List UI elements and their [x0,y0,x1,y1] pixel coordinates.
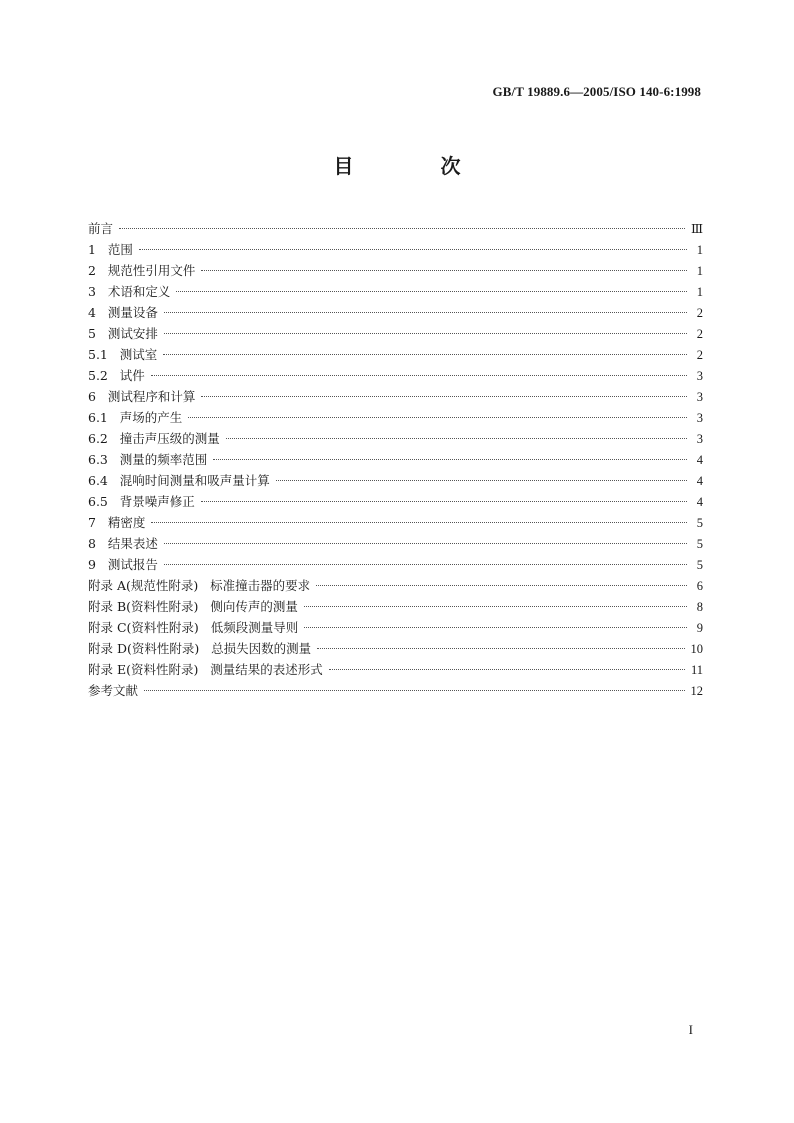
dot-leader [176,291,687,292]
toc-entry[interactable] [88,575,703,596]
toc-entry[interactable] [88,596,703,617]
dot-leader [164,564,687,565]
toc-entry[interactable] [88,491,703,512]
toc-entry[interactable] [88,680,703,701]
dot-leader [304,606,687,607]
dot-leader [164,543,687,544]
dot-leader [201,270,687,271]
toc-entry[interactable] [88,323,703,344]
dot-leader [144,690,684,691]
toc-entry-page: 1 [696,264,703,278]
toc-entry-page: 2 [696,327,703,341]
dot-leader [119,228,685,229]
toc-entry-label: 4 测量设备 [88,305,158,320]
toc-entry-label: 6 测试程序和计算 [88,389,196,404]
dot-leader [276,480,687,481]
toc-entry-page: 3 [696,390,703,404]
toc-entry[interactable] [88,260,703,281]
dot-leader [201,396,687,397]
toc-entry-label: 附录 E(资料性附录) 测量结果的表述形式 [88,662,323,677]
dot-leader [164,312,687,313]
dot-leader [226,438,687,439]
toc-entry[interactable] [88,533,703,554]
toc-entry-page: 3 [696,432,703,446]
dot-leader [329,669,685,670]
toc-entry-page: 10 [690,642,703,656]
dot-leader [164,333,687,334]
dot-leader [317,648,684,649]
toc-entry[interactable] [88,386,703,407]
toc-entry-label: 前言 [88,221,114,236]
toc-entry-label: 6.5 背景噪声修正 [88,494,195,509]
toc-entry-page: 8 [696,600,703,614]
page-number: I [688,1022,693,1037]
toc-entry[interactable] [88,302,703,323]
toc-entry[interactable] [88,659,703,680]
toc-entry-page: 1 [696,243,703,257]
dot-leader [151,522,687,523]
toc-entry-label: 6.3 测量的频率范围 [88,452,208,467]
dot-leader [188,417,687,418]
toc-entry-page: 2 [696,306,703,320]
dot-leader [151,375,687,376]
toc-entry-label: 5 测试安排 [88,326,158,341]
toc-entry-label: 附录 C(资料性附录) 低频段测量导则 [88,620,299,635]
toc-entry-page: 4 [696,453,703,467]
toc-entry[interactable] [88,218,703,239]
toc-entry[interactable] [88,428,703,449]
toc-entry[interactable] [88,281,703,302]
toc-entry-label: 5.2 试件 [88,368,145,383]
toc-entry-label: 3 术语和定义 [88,284,171,299]
toc-entry-label: 6.2 撞击声压级的测量 [88,431,220,446]
dot-leader [316,585,687,586]
page-title: 目 次 [333,154,501,178]
toc-entry[interactable] [88,554,703,575]
toc-entry-label: 附录 B(资料性附录) 侧向传声的测量 [88,599,298,614]
toc-entry[interactable] [88,239,703,260]
toc-entry-page: 11 [690,663,703,677]
toc-entry-page: 6 [696,579,703,593]
toc-entry-page: 5 [696,537,703,551]
toc-entry[interactable] [88,470,703,491]
toc-entry[interactable] [88,365,703,386]
toc-entry-label: 附录 A(规范性附录) 标准撞击器的要求 [88,578,311,593]
toc-entry-label: 6.4 混响时间测量和吸声量计算 [88,473,270,488]
toc-entry-page: 3 [696,369,703,383]
dot-leader [304,627,687,628]
toc-entry-label: 8 结果表述 [88,536,158,551]
toc-entry-page: 5 [696,558,703,572]
toc-entry-label: 5.1 测试室 [88,347,158,362]
toc-entry-label: 7 精密度 [88,515,146,530]
toc-entry[interactable] [88,344,703,365]
toc-entry[interactable] [88,617,703,638]
toc-entry-page: 1 [696,285,703,299]
toc-entry-label: 6.1 声场的产生 [88,410,183,425]
toc-entry[interactable] [88,407,703,428]
toc-entry-page: 5 [696,516,703,530]
toc-entry[interactable] [88,638,703,659]
toc-entry-page: Ⅲ [690,222,703,236]
toc-entry[interactable] [88,449,703,470]
dot-leader [163,354,687,355]
toc-entry-page: 12 [690,684,703,698]
standard-code-header: GB/T 19889.6—2005/ISO 140-6:1998 [492,84,701,99]
toc-entry-label: 参考文献 [88,683,139,698]
toc-entry-label: 9 测试报告 [88,557,158,572]
toc-entry-page: 4 [696,495,703,509]
toc-entry-page: 4 [696,474,703,488]
dot-leader [139,249,687,250]
table-of-contents [88,218,703,701]
toc-entry-page: 3 [696,411,703,425]
toc-entry[interactable] [88,512,703,533]
toc-entry-label: 2 规范性引用文件 [88,263,196,278]
toc-entry-label: 1 范围 [88,242,133,257]
toc-entry-label: 附录 D(资料性附录) 总损失因数的测量 [88,641,312,656]
toc-entry-page: 9 [696,621,703,635]
dot-leader [201,501,687,502]
dot-leader [213,459,687,460]
toc-entry-page: 2 [696,348,703,362]
